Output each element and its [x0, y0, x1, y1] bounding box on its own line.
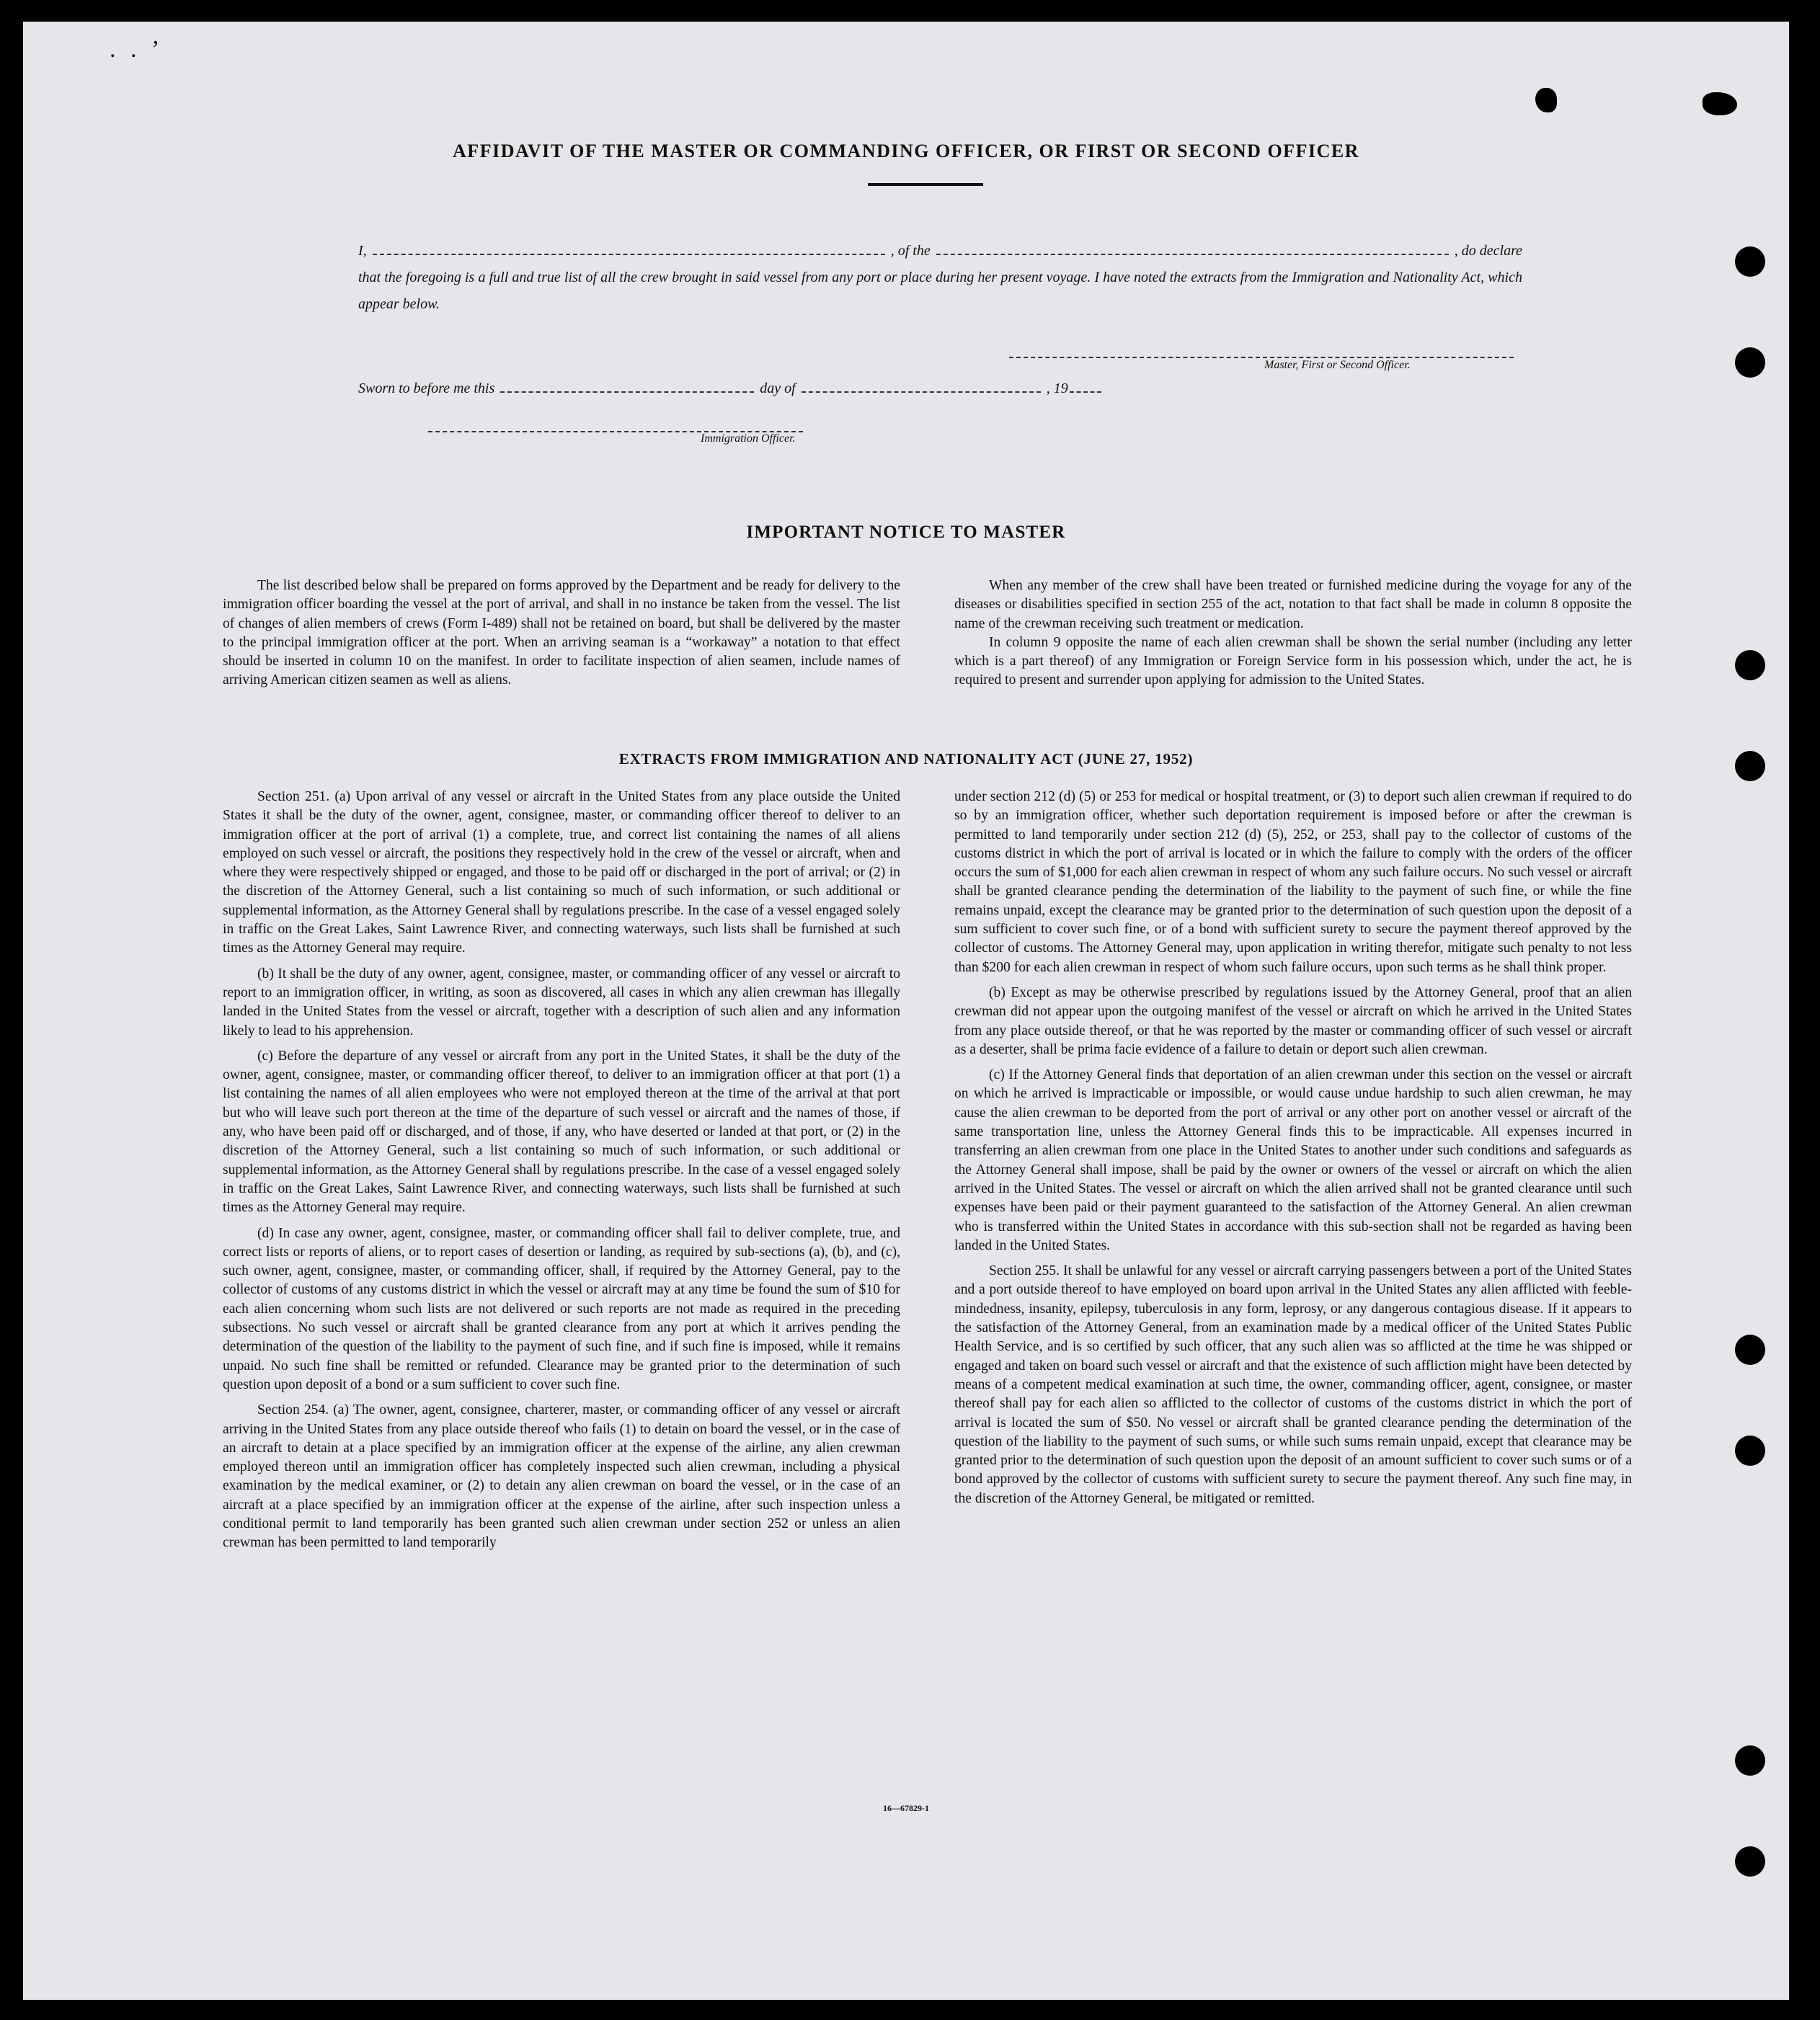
declaration-text: that the foregoing is a full and true list of all the crew brought in said vessel from any port or place during her present voyage. I have noted the extracts from the Immigration and Nationality Act, which appear below.: [358, 270, 1522, 312]
punch-hole: [1735, 650, 1765, 680]
declaration-block: [358, 238, 1522, 318]
sworn-year-blank[interactable]: [1070, 381, 1101, 393]
scan-marks: . . ’: [110, 36, 164, 63]
extract-paragraph: Section 251. (a) Upon arrival of any vessel or aircraft in the United States from any place outside the United States it shall be the duty of the owner, agent, consignee, master, or commanding officer thereof to deliver to an immigration officer at the port of arrival (1) a complete, true, and correct list containing the names of all aliens employed on such vessel or aircraft, the positions they respectively hold in the crew of the vessel or aircraft, when and where they were respectively shipped or engaged, and those to be paid off or discharged in the port of arrival; or (2) in the discretion of the Attorney General, such a list containing so much of such information, or such additional or supplemental information, as the Attorney General shall by regulations prescribe. In the case of a vessel engaged solely in traffic on the Great Lakes, Saint Lawrence River, and connecting waterways, such lists shall be furnished at such times as the Attorney General may require.: [223, 789, 900, 956]
punch-hole: [1735, 1745, 1765, 1776]
notice-right-column: [954, 577, 1632, 697]
extract-paragraph: Section 255. It shall be unlawful for any vessel or aircraft carrying passengers between a port of the United States and a port outside thereof to have employed on board upon arrival in the United States any alien afflicted with feeble-mindedness, insanity, epilepsy, tuberculosis in any form, leprosy, or any dangerous contagious disease. If it appears to the satisfaction of the Attorney General, from an examination made by a medical officer of the United States Public Health Service, and is so certified by such officer, that any such alien was so afflicted at the time he was shipped or engaged and taken on board such vessel or aircraft and that the existence of such affliction might have been detected by means of a competent medical examination at such time, the owner, commanding officer, agent, consignee, or master thereof shall pay for each alien so afflicted to the collector of customs of the customs district in which the port of arrival is located the sum of $50. No vessel or aircraft shall be granted clearance pending the determination of the question of the liability to the payment of such sums, or while such sums remain unpaid, except that clearance may be granted prior to the determination of such question upon the deposit of an amount sufficient to cover such sums or of a bond approved by the collector of customs with sufficient surety to secure the payment thereof. Any such fine may, in the discretion of the Attorney General, be mitigated or remitted.: [954, 1263, 1632, 1506]
declaration-first-line: [358, 238, 1522, 264]
extracts-right-column: [954, 788, 1632, 1515]
immigration-officer-caption: Immigration Officer.: [701, 432, 796, 445]
year-label: , 19: [1046, 381, 1068, 396]
sworn-day-blank[interactable]: [500, 381, 754, 393]
do-declare-label: , do declare: [1454, 243, 1522, 259]
sworn-line: [358, 381, 1107, 397]
punch-hole: [1735, 1335, 1765, 1365]
form-number: 16—67829-1: [883, 1803, 929, 1813]
extract-paragraph: (b) It shall be the duty of any owner, agent, consignee, master, or commanding officer of any vessel or aircraft to report to an immigration officer, in writing, as soon as discovered, all cases in which any alien crewman has illegally landed in the United States from the vessel or aircraft, together with a description of such alien and any information likely to lead to his apprehension.: [223, 966, 900, 1038]
notice-left-column: [223, 577, 900, 697]
i-label: I,: [358, 243, 367, 259]
ink-blot-top: [1535, 88, 1557, 112]
master-caption: Master, First or Second Officer.: [1264, 359, 1411, 371]
extract-paragraph: Section 254. (a) The owner, agent, consignee, charterer, master, or commanding officer of any vessel or aircraft arriving in the United States from any place outside thereof who fails (1) to detain on board the vessel, or in the case of an aircraft to detain at a place specified by an immigration officer at the expense of the airline, any alien crewman employed thereon until an immigration officer has completely inspected such alien crewman, including a physical examination by the medical examiner, or (2) to detain any alien crewman on board the vessel, or in the case of an aircraft at a place specified by an immigration officer at the expense of the airline, after such inspection unless a conditional permit to land temporarily has been granted such alien crewman under section 252 or unless an alien crewman has been permitted to land temporarily: [223, 1402, 900, 1551]
ink-blot-corner: [1703, 92, 1737, 115]
extract-paragraph: (c) If the Attorney General finds that deportation of an alien crewman under this section on the vessel or aircraft on which he arrived is impracticable or impossible, or would cause undue hardship to such alien crewman, he may cause the alien crewman to be deported from the port of arrival or any other port on another vessel or aircraft of the same transportation line, unless the Attorney General finds this to be impracticable. All expenses incurred in transferring an alien crewman from one place in the United States to another under such conditions and safeguards as the Attorney General shall impose, shall be paid by the owner or owners of the vessel or aircraft on which the alien arrived in the United States. The vessel or aircraft on which the alien arrived shall not be granted clearance until such expenses have been paid or their payment guaranteed to the satisfaction of the Attorney General. An alien crewman who is transferred within the United States in accordance with this sub-section shall not be regarded as having been landed in the United States.: [954, 1067, 1632, 1253]
notice-paragraph: In column 9 opposite the name of each alien crewman shall be shown the serial number (including any letter which is a part thereof) of any Immigration or Foreign Service form in his possession which, under the act, he is required to present and surrender upon applying for admission to the United States.: [954, 634, 1632, 688]
extract-paragraph: (d) In case any owner, agent, consignee, master, or commanding officer shall fail to deliver complete, true, and correct lists or reports of aliens, or to report cases of desertion or landing, as required by sub-sections (a), (b), and (c), such owner, agent, consignee, master, or commanding officer, shall, if required by the Attorney General, pay to the collector of customs of any customs district in which the vessel or aircraft may at any time be found the sum of $10 for each alien concerning whom such lists are not delivered or such reports are not made as required in the preceding subsections. No such vessel or aircraft shall be granted clearance from any port at which it arrives pending the determination of the question of the liability to the payment of such fine, and if such fine is imposed, while it remains unpaid. No such fine shall be remitted or refunded. Clearance may be granted prior to the determination of such question upon deposit of a bond or a sum sufficient to cover such fine.: [223, 1225, 900, 1392]
punch-hole: [1735, 1436, 1765, 1466]
document-page: [23, 22, 1789, 2000]
sworn-month-blank[interactable]: [802, 381, 1041, 393]
vessel-blank[interactable]: [936, 244, 1449, 255]
notice-paragraph: The list described below shall be prepared on forms approved by the Department and be ready for delivery to the immigration officer boarding the vessel at the port of arrival, and shall in no instance be taken from the vessel. The list of changes of alien members of crews (Form I-489) shall not be retained on board, but shall be delivered by the master to the principal immigration officer at the port. When an arriving seaman is a “workaway” a notation to that effect should be inserted in column 10 on the manifest. In order to facilitate inspection of alien seamen, include names of arriving American citizen seamen as well as aliens.: [223, 578, 900, 688]
punch-hole: [1735, 1846, 1765, 1877]
extract-paragraph: (c) Before the departure of any vessel or aircraft from any port in the United States, it shall be the duty of the owner, agent, consignee, master, or commanding officer thereof, to deliver to an immigration officer at that port (1) a list containing the names of all alien employees who were not employed thereon at the time of the arrival at that port but who will leave such port thereon at the time of the departure of such vessel or aircraft and the names of those, if any, who have been paid off or discharged, and of those, if any, who have deserted or landed at that port, or (2) in the discretion of the Attorney General, such a list containing so much of such information, or such additional or supplemental information, as the Attorney General shall by regulations prescribe. In the case of a vessel engaged solely in traffic on the Great Lakes, Saint Lawrence River, and connecting waterways, such lists shall be furnished at such times as the Attorney General may require.: [223, 1048, 900, 1216]
extract-paragraph: under section 212 (d) (5) or 253 for medical or hospital treatment, or (3) to deport such alien crewman if required to do so by an immigration officer, whether such deportation requirement is imposed before or after the crewman is permitted to land temporarily under section 212 (d) (5), 252, or 253, shall pay to the collector of customs of the customs district in which the port of arrival is located or in which the failure to comply with the orders of the officer occurs the sum of $1,000 for each alien crewman in respect of whom any such failure occurs. No such vessel or aircraft shall be granted clearance pending the determination of the liability to the payment of such fine, or while the fine remains unpaid, except the clearance may be granted prior to the determination of such question upon the deposit of a sum sufficient to cover such fine, or of a bond with sufficient surety to secure the payment thereof approved by the collector of customs. The Attorney General may, upon application in writing therefor, mitigate such penalty to not less than $200 for each alien crewman in respect of whom such failure occurs, upon such terms as he shall think proper.: [954, 789, 1632, 975]
sworn-label: Sworn to before me this: [358, 381, 495, 396]
extract-paragraph: (b) Except as may be otherwise prescribed by regulations issued by the Attorney General, proof that an alien crewman did not appear upon the outgoing manifest of the vessel or aircraft on which he arrived in the United States from any place outside thereof, or that he was reported by the master or commanding officer of such vessel or aircraft as a deserter, shall be prima facie evidence of a failure to detain or deport such alien crewman.: [954, 984, 1632, 1057]
of-the-label: , of the: [890, 243, 931, 259]
day-of-label: day of: [760, 381, 796, 396]
extracts-left-column: [223, 788, 900, 1560]
punch-hole: [1735, 246, 1765, 277]
notice-title: IMPORTANT NOTICE TO MASTER: [746, 522, 1066, 542]
name-blank[interactable]: [373, 244, 885, 255]
master-signature-line[interactable]: [1009, 357, 1514, 358]
notice-paragraph: When any member of the crew shall have been treated or furnished medicine during the voyage for any of the diseases or disabilities specified in section 255 of the act, notation to that fact shall be made in column 8 opposite the name of the crewman receiving such treatment or medication.: [954, 578, 1632, 631]
title-rule: [868, 183, 983, 186]
extracts-title: EXTRACTS FROM IMMIGRATION AND NATIONALITY ACT (JUNE 27, 1952): [618, 750, 1194, 767]
punch-hole: [1735, 347, 1765, 378]
affidavit-title: AFFIDAVIT OF THE MASTER OR COMMANDING OFFICER, OR FIRST OR SECOND OFFICER: [453, 141, 1359, 161]
